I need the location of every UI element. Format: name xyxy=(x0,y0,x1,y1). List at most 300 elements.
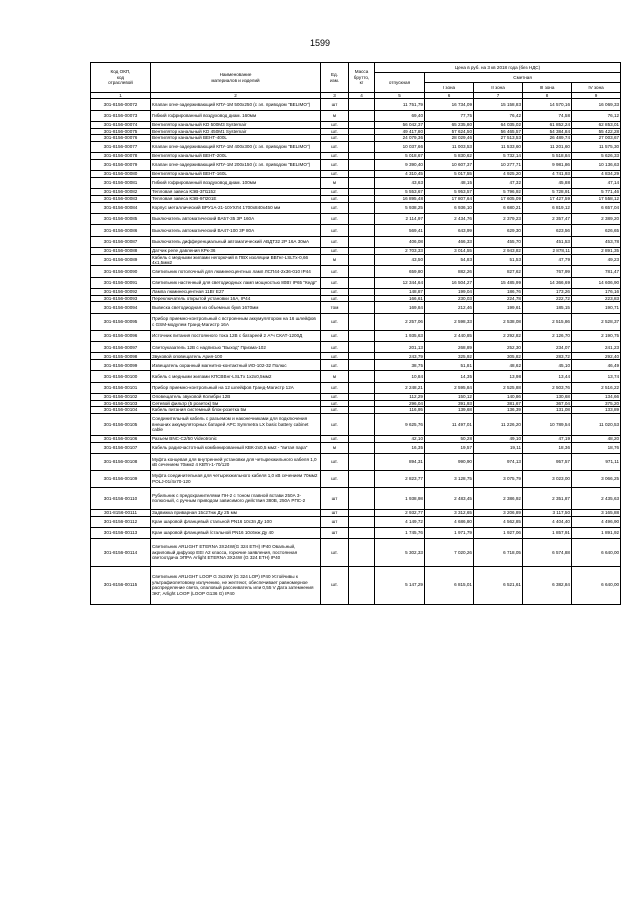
row-code: 301-8156-00072 xyxy=(91,99,151,110)
row-price-zone2: 381,67 xyxy=(474,400,523,407)
row-code: 301-8156-00091 xyxy=(91,277,151,288)
row-unit: м xyxy=(321,254,349,266)
row-price-zone2: 224,78 xyxy=(474,295,523,302)
row-price-zone4: 2 435,63 xyxy=(572,487,621,509)
row-price-otpusk: 1 935,63 xyxy=(375,330,425,341)
row-price-otpusk: 49 417,80 xyxy=(375,128,425,135)
row-price-zone4: 1 891,92 xyxy=(572,527,621,538)
row-unit: шт. xyxy=(321,400,349,407)
row-price-zone1: 11 003,53 xyxy=(425,141,474,152)
row-mass xyxy=(349,277,375,288)
row-price-zone2: 48,62 xyxy=(474,360,523,371)
row-price-zone2: 199,61 xyxy=(474,302,523,313)
row-price-zone3: 26 489,74 xyxy=(523,135,572,142)
row-price-zone2: 19,11 xyxy=(474,442,523,453)
table-row xyxy=(91,539,621,566)
row-code: 301-8156-00077 xyxy=(91,141,151,152)
row-price-zone2: 17 605,09 xyxy=(474,195,523,202)
table-row xyxy=(91,442,621,453)
row-price-zone3: 11 201,60 xyxy=(523,141,572,152)
row-code: 301-8156-00104 xyxy=(91,407,151,414)
row-mass xyxy=(349,516,375,527)
table-row xyxy=(91,248,621,255)
row-name: Лампа люминесцентная 11Вт Е27 xyxy=(151,289,321,296)
row-price-zone4: 6 657,04 xyxy=(572,202,621,213)
row-price-zone1: 77,75 xyxy=(425,110,474,121)
row-mass xyxy=(349,454,375,471)
row-code: 301-8156-00103 xyxy=(91,400,151,407)
row-price-zone1: 54,83 xyxy=(425,254,474,266)
row-price-zone4: 292,40 xyxy=(572,353,621,360)
row-name: Кабель питания системный блок-розетка 5м xyxy=(151,407,321,414)
price-table xyxy=(90,62,621,605)
table-row xyxy=(91,236,621,247)
row-unit: шт. xyxy=(321,236,349,247)
row-code: 301-8156-00082 xyxy=(91,189,151,196)
row-mass xyxy=(349,487,375,509)
row-price-otpusk: 201,13 xyxy=(375,342,425,353)
row-name: Извещатель охранный магнитно-контактный ИО-102-32 Полюс xyxy=(151,360,321,371)
row-mass xyxy=(349,302,375,313)
table-row xyxy=(91,225,621,236)
row-price-zone3: 957,57 xyxy=(523,454,572,471)
row-unit: м xyxy=(321,110,349,121)
row-price-zone3: 367,04 xyxy=(523,400,572,407)
row-price-otpusk: 10 037,66 xyxy=(375,141,425,152)
row-price-zone2: 1 927,06 xyxy=(474,527,523,538)
row-price-otpusk: 166,61 xyxy=(375,295,425,302)
row-price-otpusk: 16 895,48 xyxy=(375,195,425,202)
row-mass xyxy=(349,413,375,435)
row-price-zone4: 17 558,12 xyxy=(572,195,621,202)
row-code: 301-8156-00074 xyxy=(91,122,151,129)
row-unit: шт. xyxy=(321,159,349,170)
row-name: Клапан огне-задерживающий КПУ-1М 200х150 (с эл. приводом "BELIMO") xyxy=(151,159,321,170)
row-mass xyxy=(349,295,375,302)
row-name: Вентилятор канальный ВЕНТ-160L xyxy=(151,171,321,178)
row-price-zone2: 140,86 xyxy=(474,394,523,401)
row-name: Гибкий гофрированный воздуховод диам. 100мм xyxy=(151,177,321,188)
row-unit: шт. xyxy=(321,202,349,213)
row-price-zone3: 2 515,86 xyxy=(523,313,572,330)
row-code: 301-8156-00079 xyxy=(91,159,151,170)
row-mass xyxy=(349,195,375,202)
row-price-zone4: 3 165,88 xyxy=(572,509,621,516)
row-price-zone2: 4 562,85 xyxy=(474,516,523,527)
row-code: 301-8156-00087 xyxy=(91,236,151,247)
row-price-zone1: 5 830,62 xyxy=(425,153,474,160)
row-price-zone4: 49,23 xyxy=(572,254,621,266)
row-price-otpusk: 5 147,29 xyxy=(375,566,425,604)
row-unit: шт xyxy=(321,487,349,509)
row-price-otpusk: 12 344,64 xyxy=(375,277,425,288)
row-price-zone2: 3 075,79 xyxy=(474,470,523,487)
row-price-zone4: 27 003,67 xyxy=(572,135,621,142)
row-price-zone3: 45,10 xyxy=(523,360,572,371)
row-unit: том xyxy=(321,302,349,313)
row-code: 301-8156-00101 xyxy=(91,382,151,393)
row-code: 301-8156-00102 xyxy=(91,394,151,401)
row-code: 301-8156-00107 xyxy=(91,442,151,453)
header-zone4: IV зона xyxy=(572,83,621,93)
row-price-otpusk: 894,31 xyxy=(375,454,425,471)
row-price-zone3: 14 570,16 xyxy=(523,99,572,110)
row-price-zone4: 453,78 xyxy=(572,236,621,247)
row-price-zone3: 767,99 xyxy=(523,266,572,277)
row-unit: шт xyxy=(321,516,349,527)
row-unit: шт. xyxy=(321,122,349,129)
row-price-zone2: 11 226,20 xyxy=(474,413,523,435)
row-price-zone4: 2 389,20 xyxy=(572,213,621,224)
row-mass xyxy=(349,159,375,170)
row-price-zone2: 305,82 xyxy=(474,353,523,360)
row-price-otpusk: 16,35 xyxy=(375,442,425,453)
row-price-zone1: 3 014,55 xyxy=(425,248,474,255)
row-price-zone3: 18,36 xyxy=(523,442,572,453)
row-unit: шт. xyxy=(321,289,349,296)
row-price-zone4: 971,11 xyxy=(572,454,621,471)
row-name: Светильник настенный для светодиодных ламп мощностью 80Вт IP65 "Кедр" xyxy=(151,277,321,288)
row-price-zone2: 13,98 xyxy=(474,371,523,382)
row-price-zone1: 230,03 xyxy=(425,295,474,302)
row-price-zone4: 223,83 xyxy=(572,295,621,302)
row-price-zone1: 325,92 xyxy=(425,353,474,360)
row-price-otpusk: 2 703,33 xyxy=(375,248,425,255)
row-unit: шт. xyxy=(321,342,349,353)
row-name: Муфта соединительная для четырехжильного кабеля 1,0 кВ сечением 70мм2 POLJ-01/4х70-120 xyxy=(151,470,321,487)
row-mass xyxy=(349,213,375,224)
row-price-zone2: 827,62 xyxy=(474,266,523,277)
row-price-otpusk: 43,50 xyxy=(375,254,425,266)
row-name: Источник питания постоянного тока 12В с батареей 2 А*ч СКАТ-1200Д xyxy=(151,330,321,341)
row-price-zone2: 49,10 xyxy=(474,436,523,443)
row-price-zone3: 131,08 xyxy=(523,407,572,414)
row-price-zone3: 61 852,24 xyxy=(523,122,572,129)
row-price-zone4: 134,66 xyxy=(572,394,621,401)
header-smetnaya: Сметная xyxy=(425,73,621,83)
table-row xyxy=(91,394,621,401)
table-row xyxy=(91,454,621,471)
row-name: Разъем BNC-С2/50 Videotronic xyxy=(151,436,321,443)
row-price-otpusk: 5 938,25 xyxy=(375,202,425,213)
row-price-zone3: 6 819,12 xyxy=(523,202,572,213)
row-price-zone4: 14 606,90 xyxy=(572,277,621,288)
row-mass xyxy=(349,135,375,142)
row-unit: шт xyxy=(321,509,349,516)
row-name: Кран шаровой фланцевый /стальной PN16 10с6нж Ду 40 xyxy=(151,527,321,538)
table-row xyxy=(91,202,621,213)
row-price-zone2: 2 943,82 xyxy=(474,248,523,255)
row-name: Рубильник с предохранителями ПН-2 с тоном главной встави 250А 3-полюсный, с ручным приводом зависимого действия 380В, 250А РПС-2 xyxy=(151,487,321,509)
row-unit: шт. xyxy=(321,135,349,142)
row-mass xyxy=(349,289,375,296)
row-name: Оповещатель звуковой Колибри 12В xyxy=(151,394,321,401)
row-unit: шт. xyxy=(321,195,349,202)
table-row xyxy=(91,295,621,302)
row-price-zone3: 3 023,00 xyxy=(523,470,572,487)
table-row xyxy=(91,516,621,527)
row-price-zone2: 11 533,60 xyxy=(474,141,523,152)
table-row xyxy=(91,400,621,407)
row-price-zone3: 10 789,54 xyxy=(523,413,572,435)
row-price-otpusk: 4 149,72 xyxy=(375,516,425,527)
row-price-zone1: 1 971,79 xyxy=(425,527,474,538)
row-price-zone4: 11 575,30 xyxy=(572,141,621,152)
row-mass xyxy=(349,141,375,152)
header-code: Код ОКП, код отраслевой xyxy=(91,63,151,93)
row-price-zone3: 130,68 xyxy=(523,394,572,401)
row-price-otpusk: 42,10 xyxy=(375,436,425,443)
table-row xyxy=(91,177,621,188)
row-price-zone1: 2 598,33 xyxy=(425,313,474,330)
row-unit: шт. xyxy=(321,539,349,566)
row-price-zone2: 629,30 xyxy=(474,225,523,236)
row-name: Светильник ARLIGHT LOOP G 3x24W (G 324 LOP) IP40 Устойчивы к ультрафиолетовому излучению, не желтеют, обеспечивает равномерное распределение света, опаловый рассеиватель или 0,55 V Дата затемнения ЭКГ, Arlight LOOP (LOOP G136 G) IP40 xyxy=(151,566,321,604)
row-mass xyxy=(349,527,375,538)
row-code: 301-8156-00086 xyxy=(91,225,151,236)
row-price-zone2: 51,53 xyxy=(474,254,523,266)
row-price-otpusk: 2 932,77 xyxy=(375,509,425,516)
row-price-otpusk: 243,79 xyxy=(375,353,425,360)
row-price-zone3: 74,58 xyxy=(523,110,572,121)
row-price-zone4: 2 516,22 xyxy=(572,382,621,393)
row-mass xyxy=(349,236,375,247)
row-mass xyxy=(349,371,375,382)
table-row xyxy=(91,566,621,604)
table-row xyxy=(91,436,621,443)
row-unit: шт. xyxy=(321,470,349,487)
row-code: 301-8156-00097 xyxy=(91,342,151,353)
row-price-zone3: 173,26 xyxy=(523,289,572,296)
row-price-otpusk: 2 823,77 xyxy=(375,470,425,487)
row-price-zone2: 15 158,83 xyxy=(474,99,523,110)
row-price-zone3: 4 741,93 xyxy=(523,171,572,178)
row-unit: шт. xyxy=(321,566,349,604)
table-row xyxy=(91,313,621,330)
row-unit: шт. xyxy=(321,128,349,135)
row-price-zone3: 3 117,50 xyxy=(523,509,572,516)
row-price-zone3: 47,19 xyxy=(523,436,572,443)
row-code: 301-8156-00110 xyxy=(91,487,151,509)
header-zone2: II зона xyxy=(474,83,523,93)
row-price-zone1: 2 440,85 xyxy=(425,330,474,341)
row-name: Светильник ARLIGHT ETERNA 3X24W(G 324 ETH) IP40 Овальный, акриловый дифузор ЕЕI А2 класса, горючие заявления, постоянная светоотдача ЭПРА Arlight ETERNA 3X24W (G 324 ETH) IP40 xyxy=(151,539,321,566)
row-mass xyxy=(349,177,375,188)
row-code: 301-8156-00084 xyxy=(91,202,151,213)
table-row xyxy=(91,330,621,341)
row-mass xyxy=(349,353,375,360)
table-row xyxy=(91,153,621,160)
row-unit: шт. xyxy=(321,153,349,160)
row-price-zone4: 3 066,25 xyxy=(572,470,621,487)
row-name: Прибор приемно-контрольный с встроенным аккумулятором на 16 шлейфов с GSM-модулем Гранд-Магистр 16А xyxy=(151,313,321,330)
row-price-zone3: 14 366,69 xyxy=(523,277,572,288)
row-mass xyxy=(349,254,375,266)
row-price-zone2: 4 925,20 xyxy=(474,171,523,178)
row-code: 301-8156-00073 xyxy=(91,110,151,121)
row-price-zone1: 19,57 xyxy=(425,442,474,453)
row-code: 301-8156-00114 xyxy=(91,539,151,566)
col-num: 9 xyxy=(572,93,621,99)
row-name: Выключатель автоматический ВА47-100 3Р 80А xyxy=(151,225,321,236)
row-price-zone3: 47,79 xyxy=(523,254,572,266)
row-price-zone3: 451,53 xyxy=(523,236,572,247)
header-otpusk: отпускная xyxy=(375,73,425,93)
row-name: Датчик реле давления КРк-36 xyxy=(151,248,321,255)
row-unit: м xyxy=(321,371,349,382)
row-price-zone4: 781,47 xyxy=(572,266,621,277)
row-price-zone1: 17 807,64 xyxy=(425,195,474,202)
row-price-otpusk: 116,95 xyxy=(375,407,425,414)
row-price-zone4: 16 069,33 xyxy=(572,99,621,110)
table-row xyxy=(91,195,621,202)
row-name: Переключатель открытой установки 16А, IP44 xyxy=(151,295,321,302)
table-row xyxy=(91,289,621,296)
row-code: 301-8156-00106 xyxy=(91,436,151,443)
table-row xyxy=(91,110,621,121)
row-price-zone4: 55 422,28 xyxy=(572,128,621,135)
row-price-zone3: 1 857,91 xyxy=(523,527,572,538)
row-price-otpusk: 569,41 xyxy=(375,225,425,236)
row-name: Тепловая завеса КЭВ-9П201Е xyxy=(151,195,321,202)
row-price-zone1: 2 595,84 xyxy=(425,382,474,393)
table-row xyxy=(91,302,621,313)
row-price-otpusk: 9 390,40 xyxy=(375,159,425,170)
row-name: Кабель с медными жилами негорючий в ПВХ изоляции ВВГнг-LSLTx-0,66 4х1,5мм2 xyxy=(151,254,321,266)
table-row xyxy=(91,487,621,509)
row-price-zone4: 5 771,46 xyxy=(572,189,621,196)
row-mass xyxy=(349,110,375,121)
row-price-zone1: 48,15 xyxy=(425,177,474,188)
row-price-otpusk: 5 018,67 xyxy=(375,153,425,160)
row-code: 301-8156-00090 xyxy=(91,266,151,277)
row-price-zone3: 13,44 xyxy=(523,371,572,382)
row-code: 301-8156-00113 xyxy=(91,527,151,538)
row-code: 301-8155-00098 xyxy=(91,353,151,360)
row-price-zone1: 391,93 xyxy=(425,400,474,407)
table-row xyxy=(91,135,621,142)
row-price-zone1: 5 953,57 xyxy=(425,189,474,196)
row-mass xyxy=(349,266,375,277)
row-price-zone1: 139,68 xyxy=(425,407,474,414)
header-zone1: I зона xyxy=(425,83,474,93)
row-price-zone3: 54 384,84 xyxy=(523,128,572,135)
row-mass xyxy=(349,382,375,393)
row-code: 301-8156-00111 xyxy=(91,509,151,516)
row-price-otpusk: 2 114,97 xyxy=(375,213,425,224)
row-mass xyxy=(349,225,375,236)
table-row xyxy=(91,99,621,110)
row-mass xyxy=(349,202,375,213)
row-name: Гибкий гофрированный воздуховод диам. 160мм xyxy=(151,110,321,121)
row-price-zone4: 2 891,35 xyxy=(572,248,621,255)
row-name: Муфта концевая для внутренней установки для четырехжильного кабеля 1,0 кВ сечением 70мм2 4 КВТп-1-70/120 xyxy=(151,454,321,471)
row-name: Кран шаровой фланцевый стальной PN16 10с3п Ду 100 xyxy=(151,516,321,527)
table-row xyxy=(91,159,621,170)
row-price-zone3: 623,56 xyxy=(523,225,572,236)
row-price-otpusk: 9 625,76 xyxy=(375,413,425,435)
row-mass xyxy=(349,394,375,401)
row-price-zone3: 2 503,76 xyxy=(523,382,572,393)
row-mass xyxy=(349,128,375,135)
table-row xyxy=(91,470,621,487)
row-code: 301-8156-00100 xyxy=(91,371,151,382)
row-price-zone2: 6 680,21 xyxy=(474,202,523,213)
row-price-zone4: 375,20 xyxy=(572,400,621,407)
row-price-otpusk: 169,84 xyxy=(375,302,425,313)
row-code: 301-8156-00108 xyxy=(91,454,151,471)
row-mass xyxy=(349,171,375,178)
row-name: Задвижка приварная 15с27нж Ду 25 мм xyxy=(151,509,321,516)
row-price-zone2: 6 718,05 xyxy=(474,539,523,566)
row-unit: м xyxy=(321,177,349,188)
row-price-otpusk: 43,63 xyxy=(375,177,425,188)
row-code: 301-8156-00083 xyxy=(91,195,151,202)
row-price-zone4: 13,74 xyxy=(572,371,621,382)
row-price-zone2: 15 485,99 xyxy=(474,277,523,288)
row-price-zone2: 186,76 xyxy=(474,289,523,296)
row-mass xyxy=(349,360,375,371)
row-mass xyxy=(349,122,375,129)
table-row xyxy=(91,382,621,393)
row-price-zone2: 974,13 xyxy=(474,454,523,471)
row-code: 301-8156-00105 xyxy=(91,413,151,435)
row-name: Соединительный кабель с разъемом и наконечниками для подключения внешних аккумуляторных батарей APC Symmetra LX basic battery cabinet cable xyxy=(151,413,321,435)
row-price-zone3: 45,88 xyxy=(523,177,572,188)
row-price-zone3: 4 404,40 xyxy=(523,516,572,527)
row-price-zone4: 4 496,90 xyxy=(572,516,621,527)
row-price-zone2: 47,32 xyxy=(474,177,523,188)
row-price-zone1: 150,12 xyxy=(425,394,474,401)
row-price-zone4: 176,16 xyxy=(572,289,621,296)
row-unit: м xyxy=(321,442,349,453)
row-mass xyxy=(349,330,375,341)
row-price-otpusk: 24 079,36 xyxy=(375,135,425,142)
row-unit: шт. xyxy=(321,454,349,471)
row-price-zone1: 4 686,80 xyxy=(425,516,474,527)
row-unit: шт. xyxy=(321,171,349,178)
row-price-zone4: 2 190,75 xyxy=(572,330,621,341)
row-code: 301-8156-00109 xyxy=(91,470,151,487)
row-mass xyxy=(349,99,375,110)
row-name: Вентилятор канальный KD 500М3 Systemair xyxy=(151,122,321,129)
row-name: Кабель с медными жилами КПСВВнг-LSLTx 1х2х0,5мм2 xyxy=(151,371,321,382)
row-price-zone4: 11 020,53 xyxy=(572,413,621,435)
row-price-zone1: 6 936,10 xyxy=(425,202,474,213)
row-name: Светильник потолочный для люминесцентных ламп ЛСП44-2х36-010 IP44 xyxy=(151,266,321,277)
row-mass xyxy=(349,313,375,330)
table-row xyxy=(91,189,621,196)
row-code: 301-8156-00096 xyxy=(91,330,151,341)
row-price-zone4: 190,71 xyxy=(572,302,621,313)
row-unit: шт. xyxy=(321,225,349,236)
row-code: 301-8156-00080 xyxy=(91,171,151,178)
row-price-zone4: 76,12 xyxy=(572,110,621,121)
row-price-zone2: 5 796,92 xyxy=(474,189,523,196)
row-price-zone1: 11 497,01 xyxy=(425,413,474,435)
table-row xyxy=(91,342,621,353)
header-unit: Ед. изм. xyxy=(321,63,349,93)
row-unit: шт. xyxy=(321,295,349,302)
header-zone3: III зона xyxy=(523,83,572,93)
table-row xyxy=(91,527,621,538)
row-price-zone2: 3 206,89 xyxy=(474,509,523,516)
table-row xyxy=(91,254,621,266)
table-row xyxy=(91,266,621,277)
row-price-zone4: 46,49 xyxy=(572,360,621,371)
row-code: 301-8156-00099 xyxy=(91,360,151,371)
page-number: 1599 xyxy=(309,38,331,48)
